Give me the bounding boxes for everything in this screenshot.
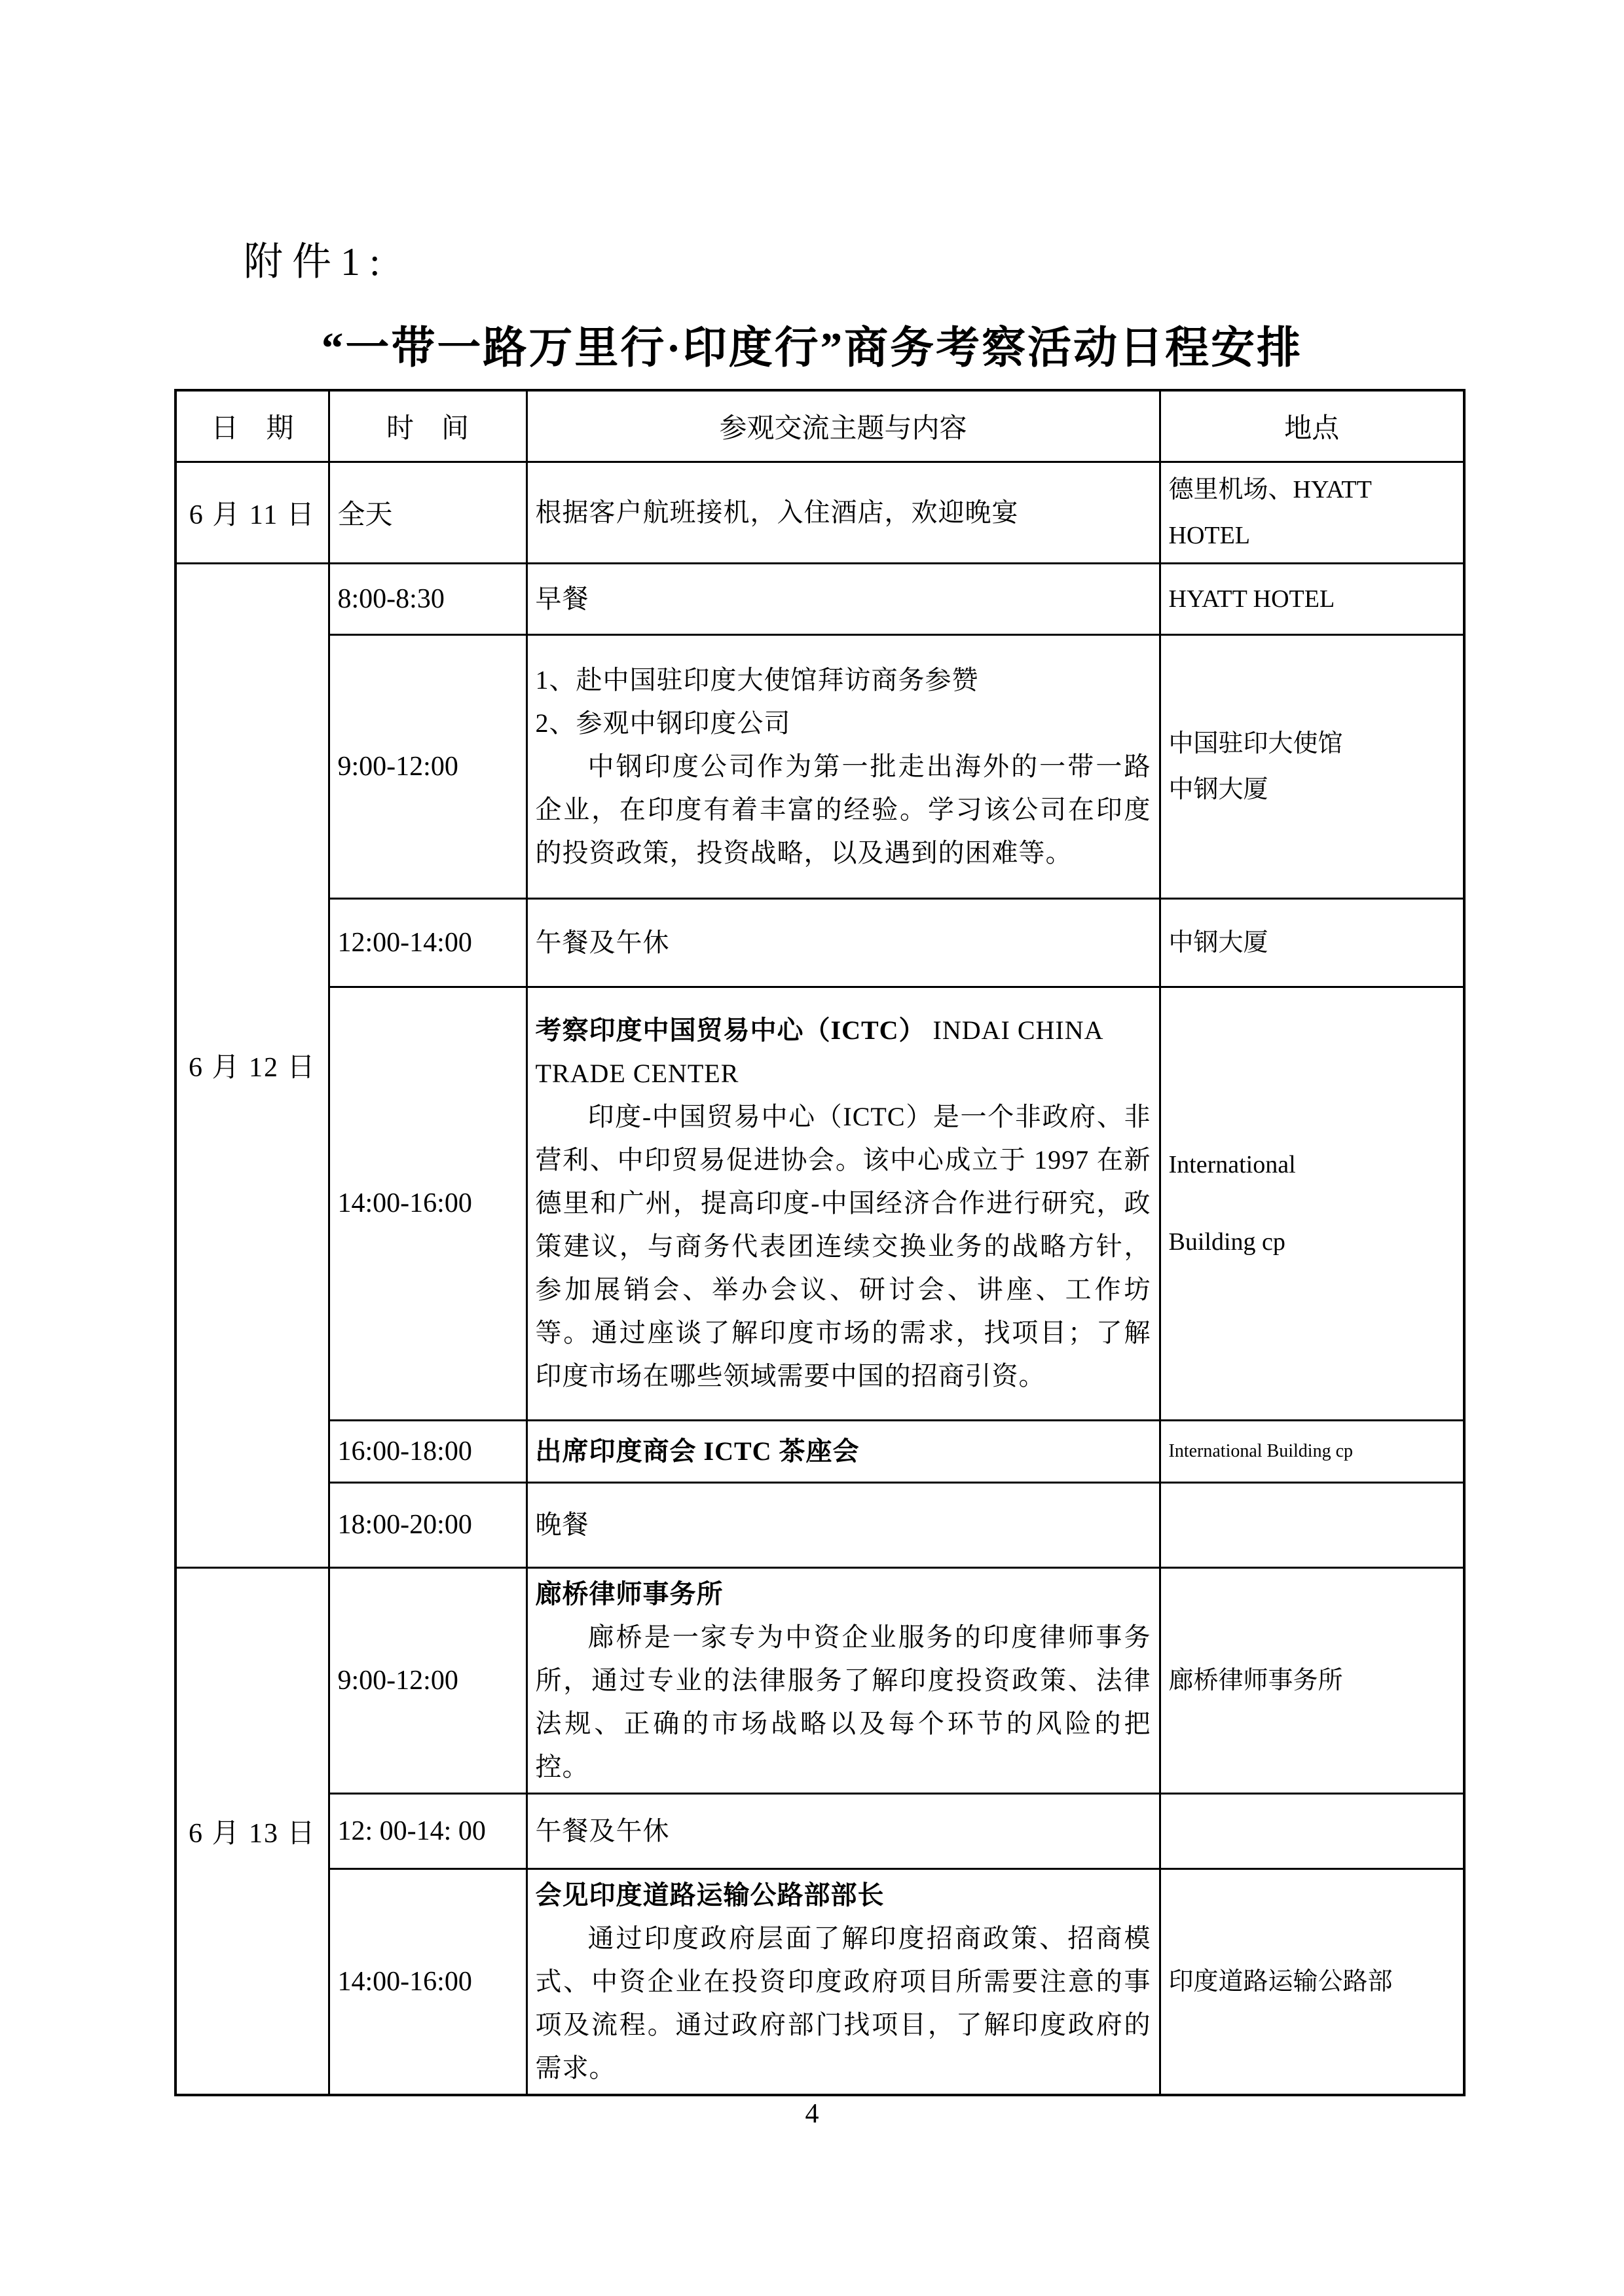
content-heading-bold: 考察印度中国贸易中心（ICTC） <box>535 1015 926 1045</box>
header-date: 日 期 <box>175 390 329 462</box>
content-heading-bold: 廊桥律师事务所 <box>535 1578 724 1609</box>
document-title: “一带一路万里行·印度行”商务考察活动日程安排 <box>321 324 1303 373</box>
page-number: 4 <box>805 2099 819 2129</box>
date-cell: 6 月 12 日 <box>175 563 329 1567</box>
table-row <box>175 1868 1464 2095</box>
time-cell: 全天 <box>329 462 526 563</box>
location-cell <box>1160 1567 1464 1793</box>
content-cell <box>526 1420 1160 1482</box>
content-text: 早餐 <box>535 583 589 613</box>
header-location: 地点 <box>1160 390 1464 462</box>
location-line: 中钢大厦 <box>1168 928 1268 957</box>
time-cell: 14:00-16:00 <box>329 987 526 1420</box>
content-cell <box>526 1793 1160 1868</box>
location-line: International Building cp <box>1168 1440 1353 1461</box>
location-cell <box>1160 634 1464 898</box>
content-cell <box>526 1482 1160 1567</box>
table-row <box>175 1567 1464 1793</box>
location-line: International <box>1168 1151 1296 1178</box>
table-row <box>175 563 1464 634</box>
time-cell: 9:00-12:00 <box>329 634 526 898</box>
table-row <box>175 987 1464 1420</box>
content-heading-bold: 会见印度道路运输公路部部长 <box>535 1880 885 1910</box>
location-line: HYATT HOTEL <box>1168 585 1335 613</box>
table-row <box>175 1482 1464 1567</box>
location-line: 印度道路运输公路部 <box>1168 1967 1393 1995</box>
header-content: 参观交流主题与内容 <box>526 390 1160 462</box>
location-cell <box>1160 1868 1464 2095</box>
table-header-row <box>175 390 1464 462</box>
content-heading <box>536 1009 1151 1095</box>
content-paragraph: 廊桥是一家专为中资企业服务的印度律师事务所，通过专业的法律服务了解印度投资政策、法律法规、正确的市场战略以及每个环节的风险的把控。 <box>535 1622 1151 1781</box>
time-cell: 14:00-16:00 <box>329 1868 526 2095</box>
time-cell: 16:00-18:00 <box>329 1420 526 1482</box>
table-row <box>175 1793 1464 1868</box>
time-cell: 12: 00-14: 00 <box>329 1793 526 1868</box>
location-cell <box>1160 1420 1464 1482</box>
location-line: 德里机场、HYATT HOTEL <box>1168 475 1372 549</box>
header-time: 时 间 <box>329 390 526 462</box>
location-line: 中钢大厦 <box>1168 775 1268 803</box>
content-cell <box>526 1567 1160 1793</box>
location-line: Building cp <box>1168 1228 1285 1256</box>
content-cell <box>526 898 1160 987</box>
schedule-table <box>174 389 1466 2096</box>
content-line: 1、赴中国驻印度大使馆拜访商务参赞 <box>535 665 979 695</box>
content-paragraph: 通过印度政府层面了解印度招商政策、招商模式、中资企业在投资印度政府项目所需要注意的事项及流程。通过政府部门找项目，了解印度政府的需求。 <box>535 1923 1151 2083</box>
time-cell: 9:00-12:00 <box>329 1567 526 1793</box>
table-row <box>175 898 1464 987</box>
location-cell <box>1160 987 1464 1420</box>
content-line: 2、参观中钢印度公司 <box>535 708 791 738</box>
location-line: 中国驻印大使馆 <box>1168 729 1343 757</box>
time-cell: 18:00-20:00 <box>329 1482 526 1567</box>
location-cell <box>1160 898 1464 987</box>
location-cell <box>1160 563 1464 634</box>
content-cell <box>526 987 1160 1420</box>
content-paragraph: 中钢印度公司作为第一批走出海外的一带一路企业，在印度有着丰富的经验。学习该公司在印度的投资政策，投资战略，以及遇到的困难等。 <box>535 751 1151 867</box>
attachment-label: 附件1: <box>244 240 390 283</box>
content-cell <box>526 462 1160 563</box>
location-cell <box>1160 462 1464 563</box>
content-text: 午餐及午休 <box>535 927 670 957</box>
content-cell <box>526 563 1160 634</box>
time-cell: 12:00-14:00 <box>329 898 526 987</box>
date-cell: 6 月 11 日 <box>175 462 329 563</box>
content-text: 晚餐 <box>535 1510 589 1539</box>
table-row <box>175 1420 1464 1482</box>
time-cell: 8:00-8:30 <box>329 563 526 634</box>
location-cell <box>1160 1793 1464 1868</box>
table-row <box>175 462 1464 563</box>
content-cell <box>526 1868 1160 2095</box>
content-heading-bold: 出席印度商会 ICTC 茶座会 <box>535 1436 860 1466</box>
location-cell <box>1160 1482 1464 1567</box>
content-heading-regular: INDAI CHINA TRADE CENTER <box>535 1015 1103 1088</box>
location-line: 廊桥律师事务所 <box>1168 1666 1343 1694</box>
content-cell <box>526 634 1160 898</box>
content-text: 午餐及午休 <box>535 1815 670 1846</box>
date-cell: 6 月 13 日 <box>175 1567 329 2095</box>
content-paragraph: 印度-中国贸易中心（ICTC）是一个非政府、非营利、中印贸易促进协会。该中心成立于 1997 在新德里和广州，提高印度-中国经济合作进行研究，政策建议，与商务代表团连续交换业务的战略方针，参加展销会、举办会议、研讨会、讲座、工作坊等。通过座谈了解印度市场的需求，找项目；了解印度市场在哪些领域需要中国的招商引资。 <box>535 1102 1151 1391</box>
content-text: 根据客户航班接机，入住酒店，欢迎晚宴 <box>535 497 1019 527</box>
table-row <box>175 634 1464 898</box>
